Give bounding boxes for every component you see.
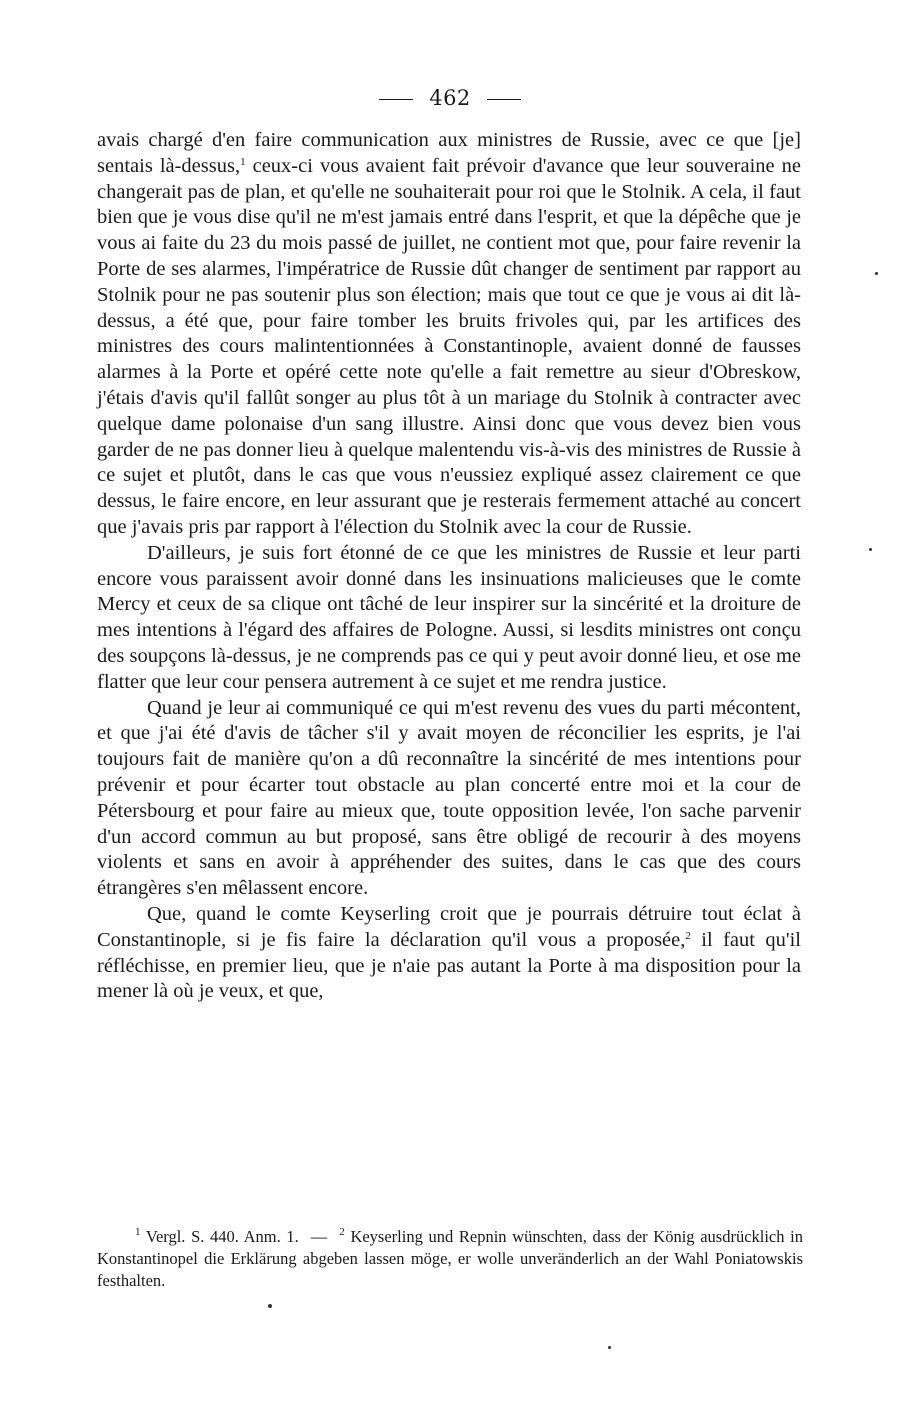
body-text (97, 128, 801, 1005)
header-rule-right (487, 99, 521, 100)
footnote-2-marker: 2 (339, 1226, 345, 1238)
print-speck (268, 1304, 272, 1308)
paragraph-2: D'ailleurs, je suis fort étonné de ce que les ministres de Russie et leur parti encore vous paraissent avoir donné dans les insinuations malicieuses que le comte Mercy et ceux de sa clique ont tâché de leur inspirer sur la sincérité et la droiture de mes intentions à l'égard des affaires de Pologne. Aussi, si lesdits ministres ont conçu des soupçons là-dessus, je ne comprends pas ce qui y peut avoir donné lieu, et ose me flatter que leur cour pensera autrement à ce sujet et me rendra justice. (97, 541, 801, 693)
footnotes (97, 1226, 803, 1292)
print-speck (875, 272, 878, 275)
footnote-1-marker: 1 (135, 1226, 141, 1238)
paragraph-4 (97, 902, 801, 1005)
paragraph-1-text-b: ceux-ci vous avaient fait prévoir d'avance que leur souveraine ne changerait pas de plan, et qu'elle ne souhaiterait pour roi que le Stolnik. A cela, il faut bien que je vous dise qu'il ne m'est jamais entré dans l'esprit, et que la dépêche que je vous ai faite du 23 du mois passé de juillet, ne contient mot que, pour faire revenir la Porte de ses alarmes, l'impératrice de Russie dût changer de sentiment par rapport au Stolnik pour ne pas soutenir plus son élection; mais que tout ce que je vous ai dit là-dessus, a été que, pour faire tomber les bruits frivoles qui, par les artifices des ministres des cours malintentionnées à Constantinople, avaient donné de fausses alarmes à la Porte et opéré cette note qu'elle a fait remettre au sieur d'Obreskow, j'étais d'avis qu'il fallût songer au plus tôt à un mariage du Stolnik à contracter avec quelque dame polonaise d'un sang illustre. Ainsi donc que vous devez bien vous garder de ne pas donner lieu à quelque malentendu vis-à-vis des ministres de Russie à ce sujet et plutôt, dans le cas que vous n'eussiez expliqué assez clairement ce que dessus, le faire encore, en leur assurant que je resterais fermement attaché au concert que j'avais pris par rapport à l'élection du Stolnik avec la cour de Russie. (97, 154, 801, 538)
header-rule-left (379, 99, 413, 100)
print-speck (869, 548, 872, 551)
paragraph-1-text-a: avais chargé d'en faire communication aux ministres de Russie, avec ce que [je] sentais là-dessus, (97, 129, 801, 177)
paragraph-4-text-a: Que, quand le comte Keyserling croit que je pourrais détruire tout éclat à Constantinople, si je fis faire la déclaration qu'il vous a proposée, (97, 902, 801, 951)
page-header (0, 86, 900, 110)
paragraph-3: Quand je leur ai communiqué ce qui m'est revenu des vues du parti mécontent, et que j'ai été d'avis de tâcher s'il y avait moyen de réconcilier les esprits, je l'ai toujours fait de manière qu'on a dû reconnaître la sincérité de mes intentions pour prévenir et pour écarter tout obstacle au plan concerté entre moi et la cour de Pétersbourg et pour faire au mieux que, toute opposition levée, l'on sache parvenir d'un accord commun au but proposé, sans être obligé de recourir à des moyens violents et sans en avoir à appréhender des suites, dans le cas que des cours étrangères s'en mêlassent encore. (97, 696, 801, 900)
paragraph-1 (97, 128, 801, 541)
footnote-1-text: Vergl. S. 440. Anm. 1. (145, 1227, 299, 1246)
footnote-ref-1: 1 (240, 155, 246, 168)
paragraph-4-text-b: il faut qu'il réfléchisse, en premier lieu, que je n'aie pas autant la Porte à ma disposition pour la mener là où je veux, et que, (97, 928, 801, 1003)
page-number: 462 (429, 86, 471, 110)
footnote-ref-2: 2 (685, 929, 691, 942)
footnote-2-text: Keyserling und Repnin wünschten, dass der König ausdrücklich in Konstantinopel die Erklärung abgeben lassen möge, er wolle unveränderlich an der Wahl Poniatowskis festhalten. (97, 1227, 803, 1290)
footnote-separator: — (310, 1227, 328, 1246)
print-speck (608, 1346, 611, 1349)
footnote-line (97, 1226, 803, 1292)
